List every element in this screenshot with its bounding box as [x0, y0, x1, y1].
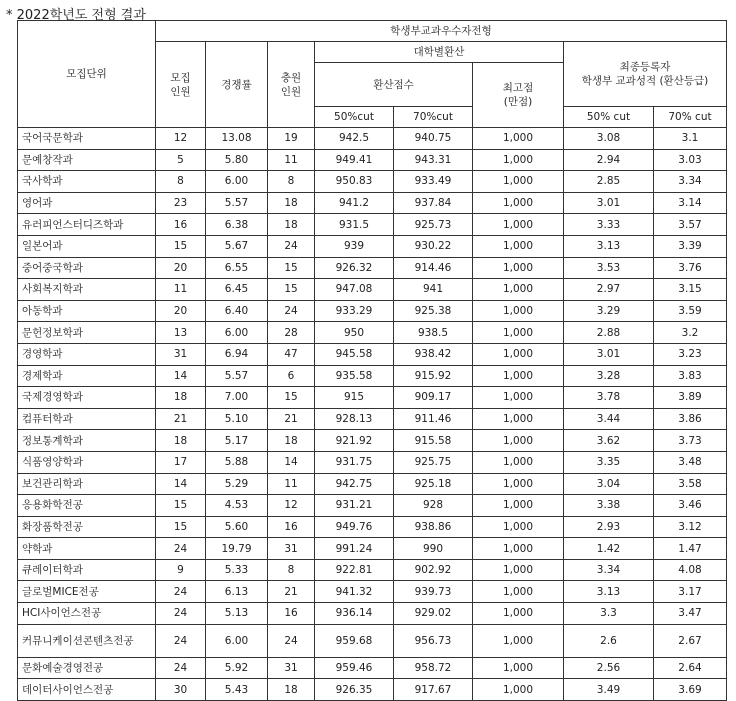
cell-added: 24: [268, 300, 315, 322]
cell-s70: 928: [394, 495, 473, 517]
cell-g50: 2.93: [564, 516, 654, 538]
header-unit: 모집단위: [18, 21, 156, 128]
cell-added: 31: [268, 538, 315, 560]
cell-ratio: 5.33: [206, 559, 268, 581]
cell-s50: 926.35: [315, 679, 394, 701]
cell-ratio: 5.43: [206, 679, 268, 701]
table-row: [18, 149, 727, 171]
cell-ratio: 5.29: [206, 473, 268, 495]
cell-s50: 947.08: [315, 279, 394, 301]
cell-max: 1,000: [473, 387, 564, 409]
cell-g70: 3.76: [654, 257, 727, 279]
cell-quota: 5: [156, 149, 206, 171]
cell-ratio: 5.60: [206, 516, 268, 538]
cell-g50: 2.6: [564, 624, 654, 657]
table-row: [18, 473, 727, 495]
table-row: [18, 322, 727, 344]
cell-s70: 911.46: [394, 408, 473, 430]
cell-s50: 942.75: [315, 473, 394, 495]
cell-g70: 3.39: [654, 235, 727, 257]
cell-s70: 938.86: [394, 516, 473, 538]
cell-name: 문헌정보학과: [18, 322, 156, 344]
cell-s50: 950.83: [315, 171, 394, 193]
cell-s50: 921.92: [315, 430, 394, 452]
cell-g70: 3.34: [654, 171, 727, 193]
cell-g70: 3.12: [654, 516, 727, 538]
table-row: [18, 257, 727, 279]
cell-ratio: 5.57: [206, 192, 268, 214]
cell-ratio: 4.53: [206, 495, 268, 517]
cell-s70: 915.92: [394, 365, 473, 387]
cell-quota: 14: [156, 473, 206, 495]
cell-max: 1,000: [473, 257, 564, 279]
table-row: [18, 538, 727, 560]
cell-ratio: 5.57: [206, 365, 268, 387]
cell-s70: 958.72: [394, 657, 473, 679]
cell-quota: 24: [156, 657, 206, 679]
table-row: [18, 657, 727, 679]
cell-g70: 3.69: [654, 679, 727, 701]
admission-results-table: [17, 20, 727, 701]
cell-max: 1,000: [473, 408, 564, 430]
table-row: [18, 387, 727, 409]
cell-s50: 928.13: [315, 408, 394, 430]
cell-added: 31: [268, 657, 315, 679]
cell-name: 약학과: [18, 538, 156, 560]
cell-s50: 936.14: [315, 603, 394, 625]
cell-ratio: 6.40: [206, 300, 268, 322]
cell-name: HCI사이언스전공: [18, 603, 156, 625]
cell-quota: 31: [156, 343, 206, 365]
cell-name: 응용화학전공: [18, 495, 156, 517]
cell-ratio: 6.00: [206, 171, 268, 193]
cell-max: 1,000: [473, 624, 564, 657]
cell-name: 경영학과: [18, 343, 156, 365]
cell-name: 컴퓨터학과: [18, 408, 156, 430]
cell-max: 1,000: [473, 430, 564, 452]
cell-s70: 930.22: [394, 235, 473, 257]
cell-name: 보건관리학과: [18, 473, 156, 495]
cell-quota: 13: [156, 322, 206, 344]
cell-g50: 2.85: [564, 171, 654, 193]
cell-name: 식품영양학과: [18, 451, 156, 473]
cell-g70: 4.08: [654, 559, 727, 581]
cell-quota: 14: [156, 365, 206, 387]
cell-added: 6: [268, 365, 315, 387]
cell-added: 16: [268, 603, 315, 625]
cell-quota: 11: [156, 279, 206, 301]
cell-added: 18: [268, 192, 315, 214]
cell-g70: 3.57: [654, 214, 727, 236]
cell-ratio: 19.79: [206, 538, 268, 560]
cell-g50: 3.04: [564, 473, 654, 495]
cell-max: 1,000: [473, 657, 564, 679]
cell-added: 18: [268, 679, 315, 701]
cell-g50: 1.42: [564, 538, 654, 560]
cell-g50: 3.33: [564, 214, 654, 236]
cell-name: 아동학과: [18, 300, 156, 322]
table-row: [18, 451, 727, 473]
cell-name: 글로벌MICE전공: [18, 581, 156, 603]
table-row: [18, 192, 727, 214]
cell-s50: 931.21: [315, 495, 394, 517]
cell-name: 국어국문학과: [18, 128, 156, 150]
header-univ-score: 대학별환산: [315, 42, 564, 63]
header-gcut50: 50% cut: [564, 107, 654, 128]
cell-s70: 939.73: [394, 581, 473, 603]
cell-g50: 2.56: [564, 657, 654, 679]
cell-g50: 3.13: [564, 235, 654, 257]
cell-g70: 3.15: [654, 279, 727, 301]
table-row: [18, 581, 727, 603]
cell-s50: 922.81: [315, 559, 394, 581]
cell-s70: 937.84: [394, 192, 473, 214]
cell-max: 1,000: [473, 495, 564, 517]
cell-s50: 931.75: [315, 451, 394, 473]
cell-max: 1,000: [473, 214, 564, 236]
header-final: 최종등록자 학생부 교과성적 (환산등급): [564, 42, 727, 107]
cell-quota: 15: [156, 235, 206, 257]
cell-s70: 938.42: [394, 343, 473, 365]
cell-s50: 991.24: [315, 538, 394, 560]
cell-quota: 8: [156, 171, 206, 193]
cell-max: 1,000: [473, 473, 564, 495]
cell-s70: 933.49: [394, 171, 473, 193]
cell-g70: 3.83: [654, 365, 727, 387]
cell-max: 1,000: [473, 235, 564, 257]
cell-ratio: 7.00: [206, 387, 268, 409]
cell-name: 커뮤니케이션콘텐츠전공: [18, 624, 156, 657]
cell-g50: 3.13: [564, 581, 654, 603]
cell-added: 24: [268, 235, 315, 257]
table-row: [18, 279, 727, 301]
table-row: [18, 365, 727, 387]
cell-g50: 3.44: [564, 408, 654, 430]
cell-g70: 3.03: [654, 149, 727, 171]
cell-g50: 3.49: [564, 679, 654, 701]
cell-quota: 15: [156, 495, 206, 517]
header-cut50: 50%cut: [315, 107, 394, 128]
cell-max: 1,000: [473, 365, 564, 387]
cell-g70: 3.89: [654, 387, 727, 409]
cell-max: 1,000: [473, 171, 564, 193]
cell-ratio: 5.80: [206, 149, 268, 171]
cell-quota: 20: [156, 300, 206, 322]
table-row: [18, 235, 727, 257]
cell-s50: 935.58: [315, 365, 394, 387]
cell-s70: 925.75: [394, 451, 473, 473]
cell-added: 8: [268, 171, 315, 193]
cell-max: 1,000: [473, 279, 564, 301]
header-track: 학생부교과우수자전형: [156, 21, 727, 42]
table-row: [18, 430, 727, 452]
cell-s70: 940.75: [394, 128, 473, 150]
cell-s70: 925.18: [394, 473, 473, 495]
cell-s50: 959.68: [315, 624, 394, 657]
cell-quota: 24: [156, 624, 206, 657]
cell-s50: 941.32: [315, 581, 394, 603]
cell-quota: 24: [156, 603, 206, 625]
cell-g50: 3.78: [564, 387, 654, 409]
cell-s70: 902.92: [394, 559, 473, 581]
table-row: [18, 128, 727, 150]
table-row: [18, 679, 727, 701]
cell-max: 1,000: [473, 603, 564, 625]
cell-g70: 3.48: [654, 451, 727, 473]
cell-g50: 3.01: [564, 192, 654, 214]
cell-g70: 3.59: [654, 300, 727, 322]
cell-name: 화장품학전공: [18, 516, 156, 538]
cell-added: 28: [268, 322, 315, 344]
cell-ratio: 6.00: [206, 624, 268, 657]
cell-ratio: 6.55: [206, 257, 268, 279]
cell-max: 1,000: [473, 559, 564, 581]
cell-name: 정보통계학과: [18, 430, 156, 452]
table-row: [18, 408, 727, 430]
cell-name: 중어중국학과: [18, 257, 156, 279]
cell-max: 1,000: [473, 322, 564, 344]
cell-name: 일본어과: [18, 235, 156, 257]
cell-ratio: 6.45: [206, 279, 268, 301]
cell-added: 8: [268, 559, 315, 581]
table-caption: * 2022학년도 전형 결과: [6, 8, 146, 23]
table-row: [18, 495, 727, 517]
cell-s70: 915.58: [394, 430, 473, 452]
cell-s70: 925.73: [394, 214, 473, 236]
cell-quota: 21: [156, 408, 206, 430]
cell-g50: 3.53: [564, 257, 654, 279]
cell-s50: 933.29: [315, 300, 394, 322]
cell-name: 유러피언스터디즈학과: [18, 214, 156, 236]
table-row: [18, 624, 727, 657]
cell-max: 1,000: [473, 300, 564, 322]
cell-name: 문화예술경영전공: [18, 657, 156, 679]
cell-added: 15: [268, 257, 315, 279]
cell-g70: 3.1: [654, 128, 727, 150]
cell-ratio: 6.38: [206, 214, 268, 236]
cell-ratio: 5.88: [206, 451, 268, 473]
cell-g50: 3.62: [564, 430, 654, 452]
table-row: [18, 343, 727, 365]
cell-name: 큐레이터학과: [18, 559, 156, 581]
cell-quota: 17: [156, 451, 206, 473]
header-max-score: 최고점 (만점): [473, 63, 564, 128]
cell-s50: 942.5: [315, 128, 394, 150]
cell-added: 15: [268, 387, 315, 409]
header-cut70: 70%cut: [394, 107, 473, 128]
cell-s70: 929.02: [394, 603, 473, 625]
cell-max: 1,000: [473, 516, 564, 538]
cell-added: 21: [268, 581, 315, 603]
header-converted: 환산점수: [315, 63, 473, 107]
cell-ratio: 5.67: [206, 235, 268, 257]
cell-s70: 917.67: [394, 679, 473, 701]
cell-s70: 925.38: [394, 300, 473, 322]
cell-s70: 943.31: [394, 149, 473, 171]
cell-g70: 3.86: [654, 408, 727, 430]
cell-g50: 2.94: [564, 149, 654, 171]
cell-g50: 3.08: [564, 128, 654, 150]
cell-ratio: 5.10: [206, 408, 268, 430]
cell-g50: 3.29: [564, 300, 654, 322]
header-gcut70: 70% cut: [654, 107, 727, 128]
cell-g70: 3.47: [654, 603, 727, 625]
cell-g70: 3.23: [654, 343, 727, 365]
cell-added: 21: [268, 408, 315, 430]
cell-added: 19: [268, 128, 315, 150]
cell-quota: 18: [156, 430, 206, 452]
cell-s70: 941: [394, 279, 473, 301]
cell-quota: 20: [156, 257, 206, 279]
table-row: [18, 171, 727, 193]
table-row: [18, 559, 727, 581]
cell-name: 데이터사이언스전공: [18, 679, 156, 701]
cell-g70: 2.67: [654, 624, 727, 657]
cell-ratio: 5.17: [206, 430, 268, 452]
cell-s50: 945.58: [315, 343, 394, 365]
cell-s70: 956.73: [394, 624, 473, 657]
cell-quota: 18: [156, 387, 206, 409]
cell-quota: 24: [156, 581, 206, 603]
cell-g50: 3.35: [564, 451, 654, 473]
cell-s50: 959.46: [315, 657, 394, 679]
header-quota: 모집 인원: [156, 42, 206, 128]
header-ratio: 경쟁률: [206, 42, 268, 128]
cell-g70: 2.64: [654, 657, 727, 679]
cell-ratio: 6.94: [206, 343, 268, 365]
cell-added: 12: [268, 495, 315, 517]
cell-added: 11: [268, 473, 315, 495]
cell-added: 14: [268, 451, 315, 473]
cell-max: 1,000: [473, 343, 564, 365]
cell-max: 1,000: [473, 192, 564, 214]
cell-ratio: 6.00: [206, 322, 268, 344]
cell-s50: 950: [315, 322, 394, 344]
cell-quota: 23: [156, 192, 206, 214]
cell-quota: 24: [156, 538, 206, 560]
cell-g70: 3.17: [654, 581, 727, 603]
cell-quota: 9: [156, 559, 206, 581]
cell-g50: 3.38: [564, 495, 654, 517]
cell-quota: 15: [156, 516, 206, 538]
cell-name: 국제경영학과: [18, 387, 156, 409]
cell-s70: 914.46: [394, 257, 473, 279]
cell-quota: 16: [156, 214, 206, 236]
cell-s70: 938.5: [394, 322, 473, 344]
cell-added: 15: [268, 279, 315, 301]
cell-max: 1,000: [473, 679, 564, 701]
table-row: [18, 603, 727, 625]
cell-s50: 931.5: [315, 214, 394, 236]
cell-max: 1,000: [473, 581, 564, 603]
cell-added: 11: [268, 149, 315, 171]
cell-added: 47: [268, 343, 315, 365]
cell-quota: 30: [156, 679, 206, 701]
cell-g70: 3.2: [654, 322, 727, 344]
cell-added: 24: [268, 624, 315, 657]
cell-s50: 941.2: [315, 192, 394, 214]
table-row: [18, 300, 727, 322]
cell-g70: 3.58: [654, 473, 727, 495]
cell-ratio: 6.13: [206, 581, 268, 603]
cell-quota: 12: [156, 128, 206, 150]
cell-name: 사회복지학과: [18, 279, 156, 301]
cell-name: 문예창작과: [18, 149, 156, 171]
cell-g70: 1.47: [654, 538, 727, 560]
table-row: [18, 214, 727, 236]
table-row: [18, 516, 727, 538]
header-added: 충원 인원: [268, 42, 315, 128]
cell-s50: 949.76: [315, 516, 394, 538]
cell-added: 16: [268, 516, 315, 538]
cell-max: 1,000: [473, 149, 564, 171]
cell-s70: 990: [394, 538, 473, 560]
cell-g50: 2.97: [564, 279, 654, 301]
cell-s50: 949.41: [315, 149, 394, 171]
cell-g50: 3.34: [564, 559, 654, 581]
cell-g70: 3.73: [654, 430, 727, 452]
cell-g50: 3.3: [564, 603, 654, 625]
cell-name: 국사학과: [18, 171, 156, 193]
cell-max: 1,000: [473, 128, 564, 150]
cell-added: 18: [268, 430, 315, 452]
cell-s50: 915: [315, 387, 394, 409]
cell-s50: 926.32: [315, 257, 394, 279]
cell-max: 1,000: [473, 538, 564, 560]
cell-g70: 3.46: [654, 495, 727, 517]
cell-ratio: 5.92: [206, 657, 268, 679]
cell-ratio: 5.13: [206, 603, 268, 625]
cell-g70: 3.14: [654, 192, 727, 214]
cell-g50: 2.88: [564, 322, 654, 344]
cell-g50: 3.28: [564, 365, 654, 387]
cell-name: 영어과: [18, 192, 156, 214]
cell-g50: 3.01: [564, 343, 654, 365]
cell-name: 경제학과: [18, 365, 156, 387]
cell-s70: 909.17: [394, 387, 473, 409]
cell-ratio: 13.08: [206, 128, 268, 150]
cell-added: 18: [268, 214, 315, 236]
cell-max: 1,000: [473, 451, 564, 473]
cell-s50: 939: [315, 235, 394, 257]
